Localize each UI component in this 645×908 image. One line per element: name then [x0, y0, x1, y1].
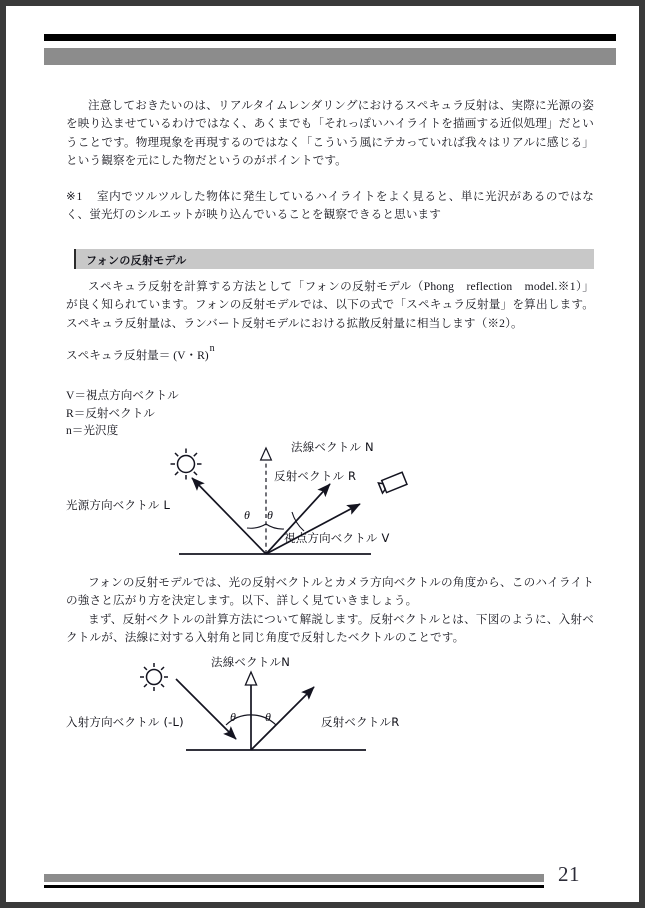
normal-arrowhead: [245, 672, 256, 685]
section-heading-label: フォンの反射モデル: [86, 253, 187, 267]
light-vector-arrow: [192, 478, 266, 554]
sun-icon: [140, 663, 168, 691]
phong-reflection-diagram: [66, 436, 566, 566]
footer-rule-black: [44, 885, 544, 888]
label-theta-right: θ: [265, 710, 271, 724]
label-theta-left: θ: [244, 508, 250, 522]
theta-arc-right: [266, 524, 284, 529]
specular-formula: [66, 343, 215, 363]
footnote-1-label: ※1: [66, 190, 83, 203]
footer-rule-gray: [44, 874, 544, 882]
reflection-diagram-svg: [66, 654, 486, 764]
sun-icon: [171, 449, 202, 480]
page-number: 21: [558, 862, 580, 886]
reflection-vector-arrow: [251, 687, 314, 750]
label-normal-vector: 法線ベクトル N: [291, 440, 374, 454]
variable-definition-n: n＝光沢度: [66, 424, 119, 438]
label-light-vector: 光源方向ベクトル L: [66, 498, 171, 512]
footnote-1-text: 室内でツルツルした物体に発生しているハイライトをよく見ると、単に光沢があるのではなく、蛍光灯のシルエットが映り込んでいることを観察できると思います: [66, 190, 595, 222]
incident-vector-arrow: [176, 679, 236, 739]
normal-arrowhead: [261, 448, 272, 460]
theta-arc-left: [247, 524, 266, 528]
paragraph-intro: 注意しておきたいのは、リアルタイムレンダリングにおけるスペキュラ反射は、実際に光源の姿を映り込ませているわけではなく、あくまでも「それっぽいハイライトを描画する近似処理」だということです。物理現象を再現するのではなく「こういう風にテカっていれば我々はリアルに感じる」という観察を元にした物だというのがポイントです。: [66, 99, 594, 168]
section-heading-bar: [74, 249, 594, 269]
label-theta-right: θ: [267, 508, 273, 522]
reflection-vector-diagram: [66, 654, 486, 764]
label-view-vector: 視点方向ベクトル V: [284, 531, 390, 545]
header-rule-gray: [44, 48, 616, 65]
footnote-1: [66, 188, 594, 225]
label-reflection-vector: 反射ベクトル R: [274, 469, 357, 483]
variable-definition-v: V＝視点方向ベクトル: [66, 389, 179, 402]
paragraph-phong-intro: スペキュラ反射を計算する方法として「フォンの反射モデル（Phong reflection model.※1）」が良く知られています。フォンの反射モデルでは、以下の式で「スペキュラ反射量」を算出します。スペキュラ反射量は、ランバート反射モデルにおける拡散反射量に相当します（※2）。: [66, 280, 594, 330]
paragraph-reflection-calc: まず、反射ベクトルの計算方法について解説します。反射ベクトルとは、下図のように、入射ベクトルが、法線に対する入射角と同じ角度で反射したベクトルのことです。: [66, 613, 594, 645]
variable-definitions: [66, 387, 179, 440]
header-rule-black: [44, 34, 616, 41]
label-normal-vector: 法線ベクトルN: [211, 655, 291, 669]
label-theta-left: θ: [230, 710, 236, 724]
camera-icon: [378, 472, 407, 494]
variable-definition-r: R＝反射ベクトル: [66, 406, 155, 420]
page-content-area: [6, 6, 639, 902]
paragraph-highlight-strength: フォンの反射モデルでは、光の反射ベクトルとカメラ方向ベクトルの角度から、このハイライトの強さと広がり方を決定します。以下、詳しく見ていきましょう。: [66, 576, 594, 608]
label-reflection-vector: 反射ベクトルR: [321, 715, 400, 729]
formula-left-hand-side: スペキュラ反射量＝ (V・R): [66, 348, 209, 362]
label-incident-vector: 入射方向ベクトル (-L): [66, 715, 184, 729]
formula-exponent: n: [209, 343, 215, 354]
